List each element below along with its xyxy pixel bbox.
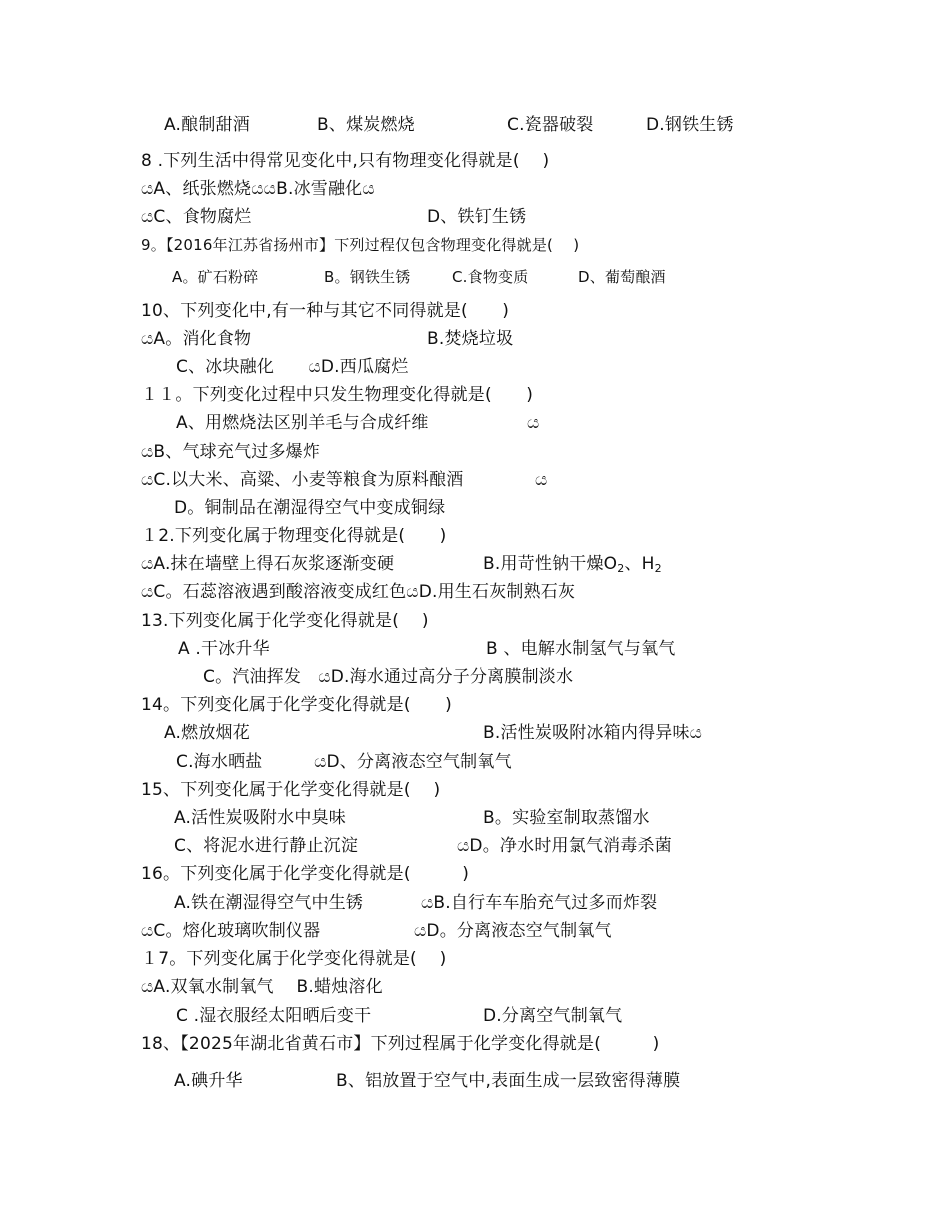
option-text: B.用苛性钠干燥$O_2$、$H_2$ bbox=[483, 554, 662, 575]
question-10: 10、下列变化中,有一种与其它不同得就是( ) bbox=[141, 301, 510, 321]
option-text: යA.双氧水制氧气 B.蜡烛溶化 bbox=[141, 977, 383, 997]
option-text: D、葡萄酿酒 bbox=[578, 268, 666, 286]
option-text: D.钢铁生锈 bbox=[646, 115, 734, 135]
option-text: C.食物变质 bbox=[452, 268, 529, 286]
question-17: １7。下列变化属于化学变化得就是( ) bbox=[141, 949, 447, 969]
option-text: C.瓷器破裂 bbox=[507, 115, 594, 135]
option-text: B.焚烧垃圾 bbox=[427, 329, 514, 349]
option-text: B.活性炭吸附冰箱内得异味ය bbox=[483, 723, 703, 743]
option-text: යA。消化食物 bbox=[141, 329, 252, 349]
option-text: B。钢铁生锈 bbox=[324, 268, 411, 286]
option-text: B。实验室制取蒸馏水 bbox=[483, 808, 650, 828]
option-text: A .干冰升华 bbox=[178, 639, 270, 659]
option-text: යD。分离液态空气制氧气 bbox=[414, 921, 612, 941]
option-text: D.分离空气制氧气 bbox=[483, 1006, 623, 1026]
question-13: 13.下列变化属于化学变化得就是( ) bbox=[141, 611, 429, 631]
paragraph-mark: ය bbox=[535, 470, 548, 490]
option-text: A、用燃烧法区别羊毛与合成纤维 bbox=[176, 413, 429, 433]
question-11: １１。下列变化过程中只发生物理变化得就是( ) bbox=[141, 385, 534, 405]
option-text: යC、食物腐烂 bbox=[141, 207, 252, 227]
option-text: A.碘升华 bbox=[174, 1071, 243, 1091]
option-text: යC。熔化玻璃吹制仪器 bbox=[141, 921, 321, 941]
question-9: 9。【2016年江苏省扬州市】下列过程仅包含物理变化得就是( ) bbox=[141, 236, 580, 254]
option-text: C .湿衣服经太阳晒后变干 bbox=[176, 1006, 372, 1026]
option-text: B 、电解水制氢气与氧气 bbox=[486, 639, 676, 659]
paragraph-mark: ය bbox=[527, 413, 540, 433]
option-text: යB、气球充气过多爆炸 bbox=[141, 442, 321, 462]
option-text: C.海水晒盐 යD、分离液态空气制氧气 bbox=[176, 752, 512, 772]
question-8: 8 .下列生活中得常见变化中,只有物理变化得就是( ) bbox=[141, 151, 550, 171]
option-text: A。矿石粉碎 bbox=[172, 268, 259, 286]
option-text: B、煤炭燃烧 bbox=[317, 115, 415, 135]
question-16: 16。下列变化属于化学变化得就是( ) bbox=[141, 864, 470, 884]
option-text: B、铝放置于空气中,表面生成一层致密得薄膜 bbox=[336, 1071, 681, 1091]
option-text: යB.自行车车胎充气过多而炸裂 bbox=[421, 893, 658, 913]
option-text: A.活性炭吸附水中臭味 bbox=[174, 808, 346, 828]
option-text: C、将泥水进行静止沉淀 bbox=[174, 836, 359, 856]
option-text: යA.抹在墙壁上得石灰浆逐渐变硬 bbox=[141, 554, 395, 574]
option-text: C。汽油挥发 යD.海水通过高分子分离膜制淡水 bbox=[203, 667, 574, 687]
option-text: A.燃放烟花 bbox=[164, 723, 250, 743]
question-15: 15、下列变化属于化学变化得就是( ) bbox=[141, 780, 441, 800]
option-text: D。铜制品在潮湿得空气中变成铜绿 bbox=[174, 498, 446, 518]
option-text: D、铁钉生锈 bbox=[427, 207, 527, 227]
option-text: යC.以大米、高粱、小麦等粮食为原料酿酒 bbox=[141, 470, 464, 490]
option-text: යA、纸张燃烧යයB.冰雪融化ය bbox=[141, 179, 375, 199]
option-text: A.铁在潮湿得空气中生锈 bbox=[174, 893, 364, 913]
question-18: 18、【2025年湖北省黄石市】下列过程属于化学变化得就是( ) bbox=[141, 1034, 660, 1054]
option-text: A.酿制甜酒 bbox=[164, 115, 250, 135]
option-text: යD。净水时用氯气消毒杀菌 bbox=[457, 836, 672, 856]
question-14: 14。下列变化属于化学变化得就是( ) bbox=[141, 695, 452, 715]
option-text: යC。石蕊溶液遇到酸溶液变成红色යD.用生石灰制熟石灰 bbox=[141, 582, 576, 602]
option-text: C、冰块融化 යD.西瓜腐烂 bbox=[176, 357, 409, 377]
question-12: １2.下列变化属于物理变化得就是( ) bbox=[141, 526, 447, 546]
